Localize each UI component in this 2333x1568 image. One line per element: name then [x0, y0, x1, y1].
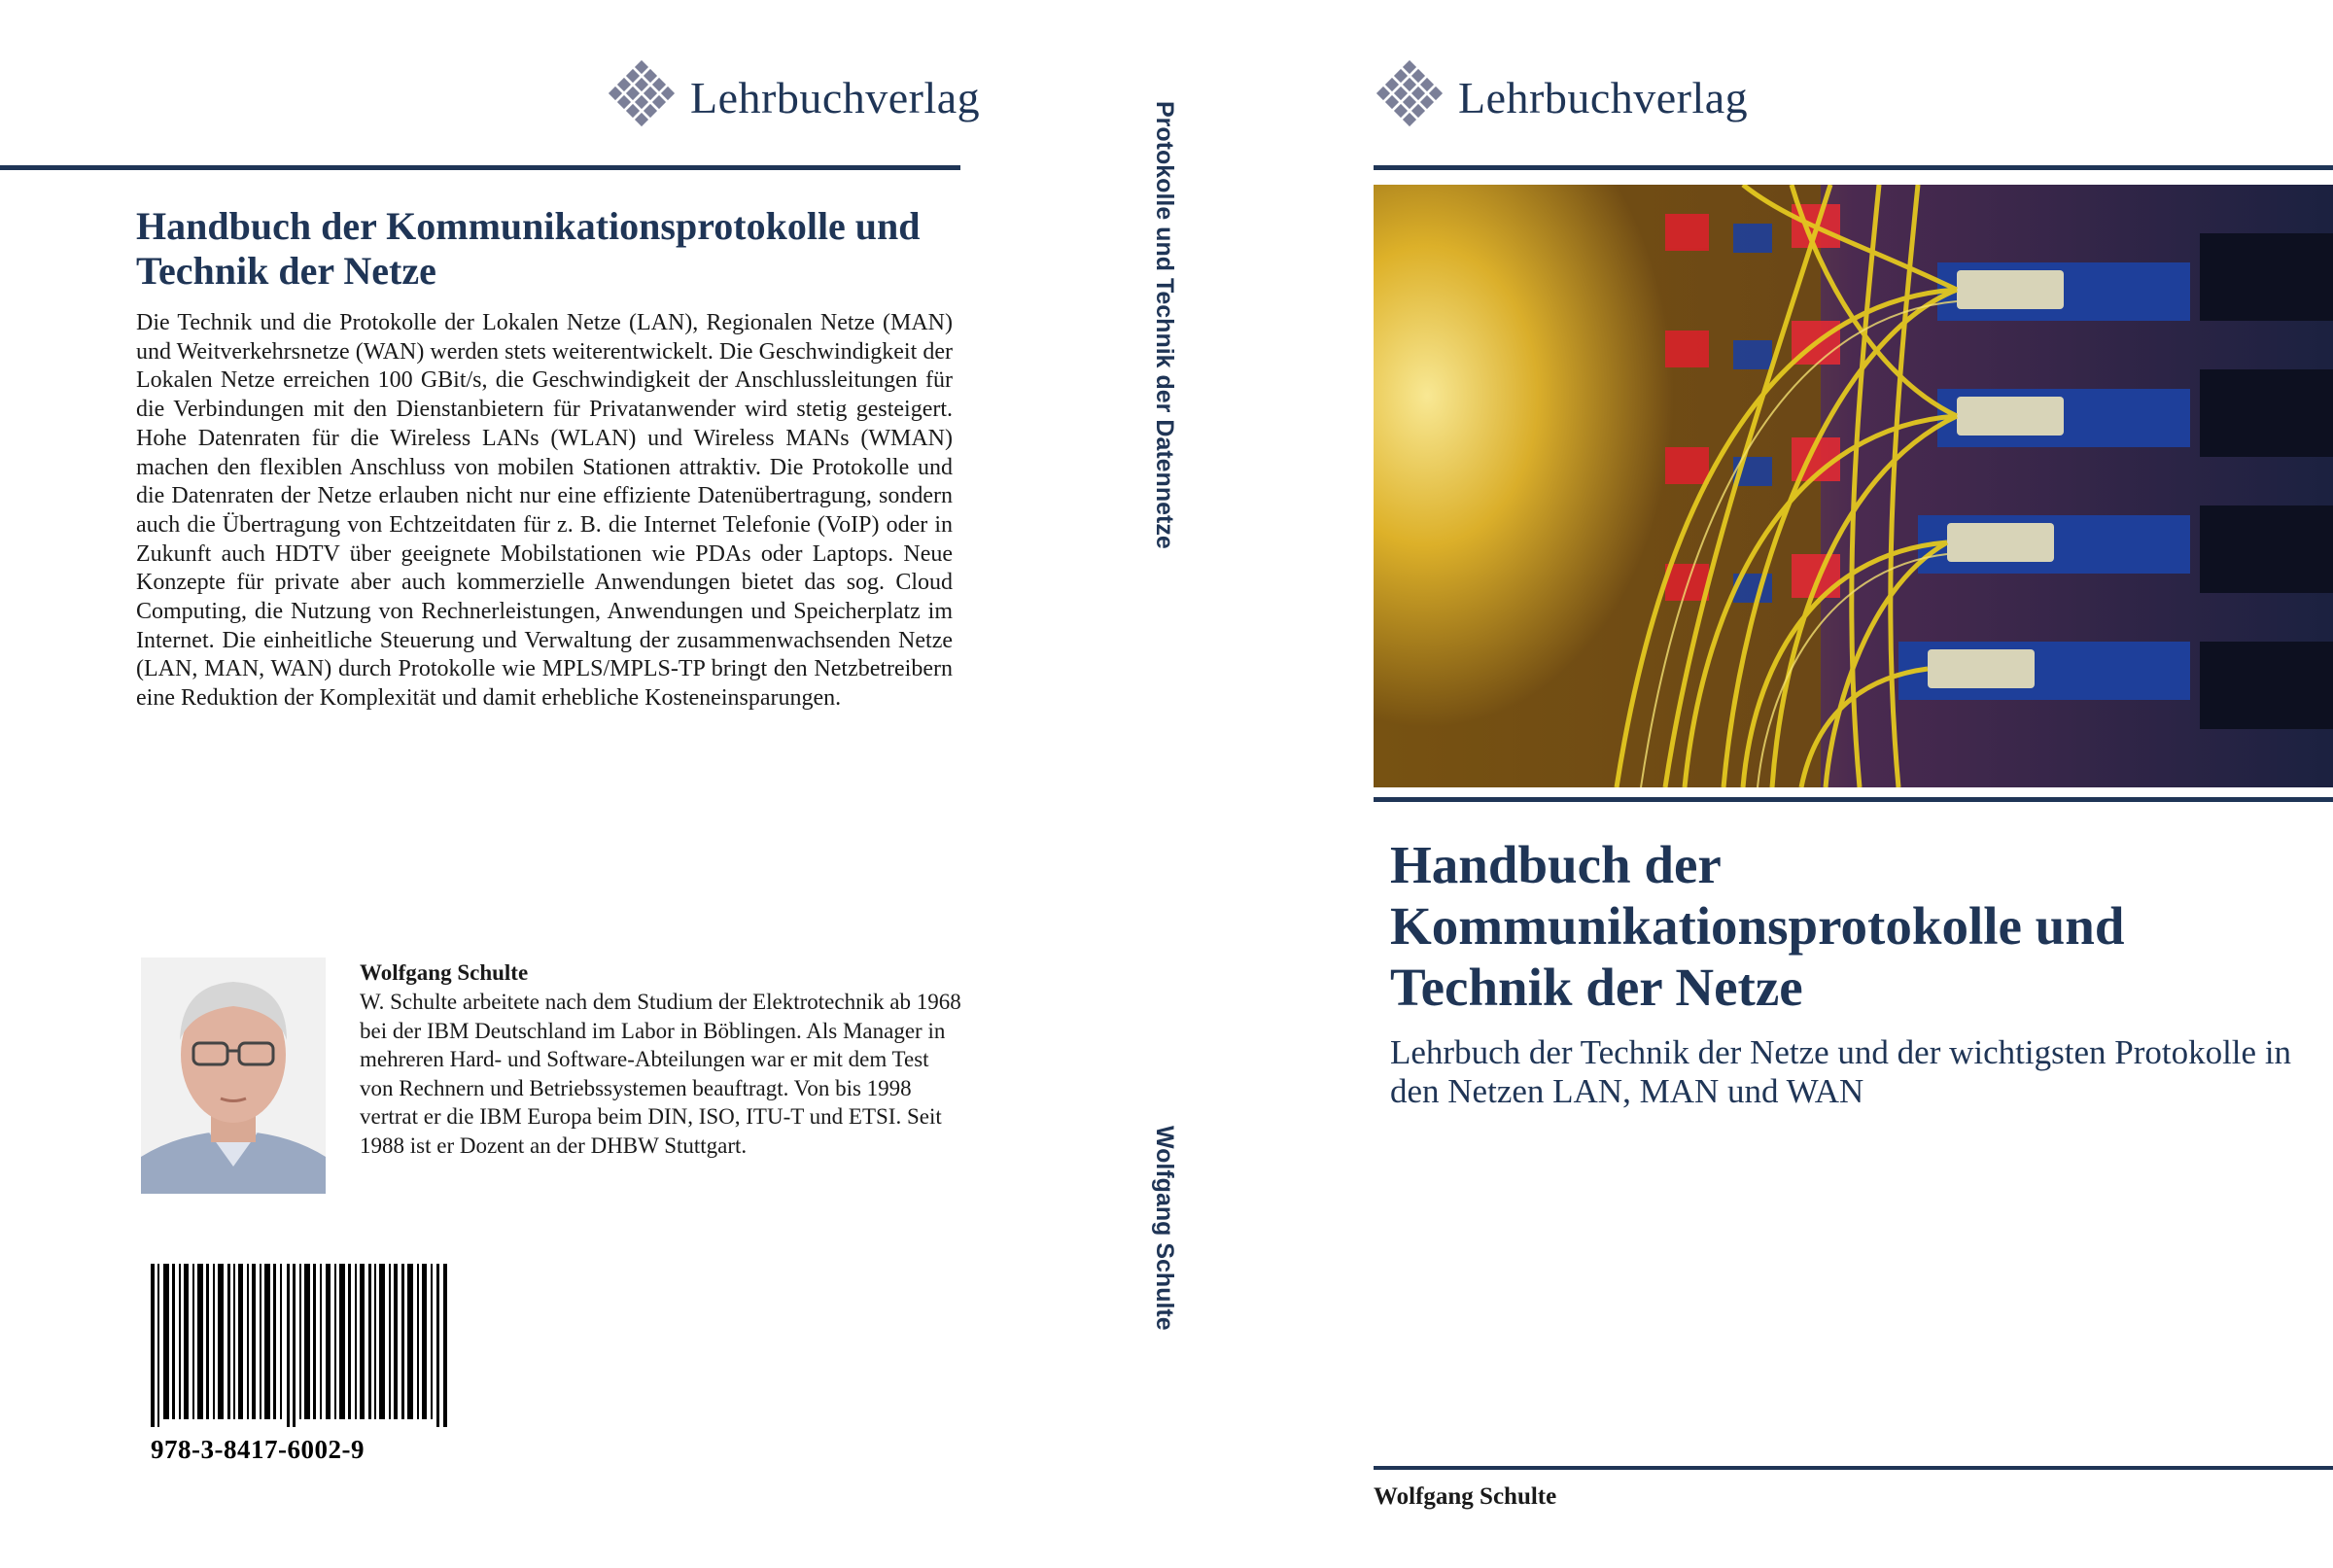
publisher-name: Lehrbuchverlag — [1458, 72, 1749, 122]
back-description: Die Technik und die Protokolle der Lokalen Netze (LAN), Regionalen Netze (MAN) und Weitverkehrsnetze (WAN) werden stets weiterentwickelt. Die Geschwindigkeit der Lokalen Netze erreichen 100 GBit/s, die Geschwindigkeit der Anschlussleitungen für die Verbindungen mit den Dienstanbietern für Privatanwender wird stetig gesteigert. Hohe Datenraten für die Wireless LANs (WLAN) und Wireless MANs (WMAN) machen den flexiblen Anschluss von mobilen Stationen attraktiv. Die Protokolle und die Datenraten der Netze erlauben nicht nur eine effiziente Datenübertragung, sondern auch die Übertragung von Echtzeitdaten für z. B. die Internet Telefonie (VoIP) oder in Zukunft auch HDTV über geeignete Mobilstationen wie PDAs oder Laptops. Neue Konzepte für private aber auch kommerzielle Anwendungen bietet das sog. Cloud Computing, die Nutzung von Rechnerleistungen, Anwendungen und Speicherplatz im Internet. Die einheitliche Steuerung und Verwaltung der zusammenwachsenden Netze (LAN, MAN, WAN) durch Protokolle wie MPLS/MPLS-TP bringt den Netzbetreibern eine Reduktion der Komplexität und damit erhebliche Kosteneinsparungen. — [136, 310, 953, 712]
spine-author: Wolfgang Schulte — [1151, 1126, 1178, 1331]
author-bio: W. Schulte arbeitete nach dem Studium der Elektrotechnik ab 1968 bei der IBM Deutschland im Labor in Böblingen. Als Manager in mehreren Hard- und Software-Abteilungen war er mit dem Test von Rechnern und Betriebssystemen beauftragt. Von bis 1998 vertrat er die IBM Europa beim DIN, ISO, ITU-T und ETSI. Seit 1988 ist er Dozent an der DHBW Stuttgart. — [360, 990, 961, 1158]
isbn-number: 978-3-8417-6002-9 — [151, 1435, 365, 1464]
diamond-grid-logo-icon — [605, 60, 679, 134]
publisher-name: Lehrbuchverlag — [690, 72, 981, 122]
author-photo — [141, 958, 326, 1194]
front-top-rule — [1374, 165, 2333, 170]
publisher-logo-back — [605, 60, 980, 134]
back-top-rule — [0, 165, 960, 170]
front-author: Wolfgang Schulte — [1374, 1483, 1557, 1510]
diamond-grid-logo-icon — [1373, 60, 1446, 134]
barcode — [151, 1264, 447, 1427]
front-subtitle: Lehrbuch der Technik der Netze und der wichtigsten Protokolle in den Netzen LAN, MAN und WAN — [1390, 1033, 2292, 1110]
spine-title: Protokolle und Technik der Datennetze — [1151, 101, 1178, 549]
back-title: Handbuch der Kommunikationsprotokolle und Technik der Netze — [136, 204, 921, 293]
fiber-optic-cables-photo — [1374, 185, 2333, 787]
front-image-rule — [1374, 797, 2333, 802]
author-name: Wolfgang Schulte — [360, 960, 529, 985]
front-title: Handbuch der Kommunikationsprotokolle und Technik der Netze — [1390, 835, 2125, 1017]
front-bottom-rule — [1374, 1466, 2333, 1470]
publisher-logo-front — [1373, 60, 1748, 134]
